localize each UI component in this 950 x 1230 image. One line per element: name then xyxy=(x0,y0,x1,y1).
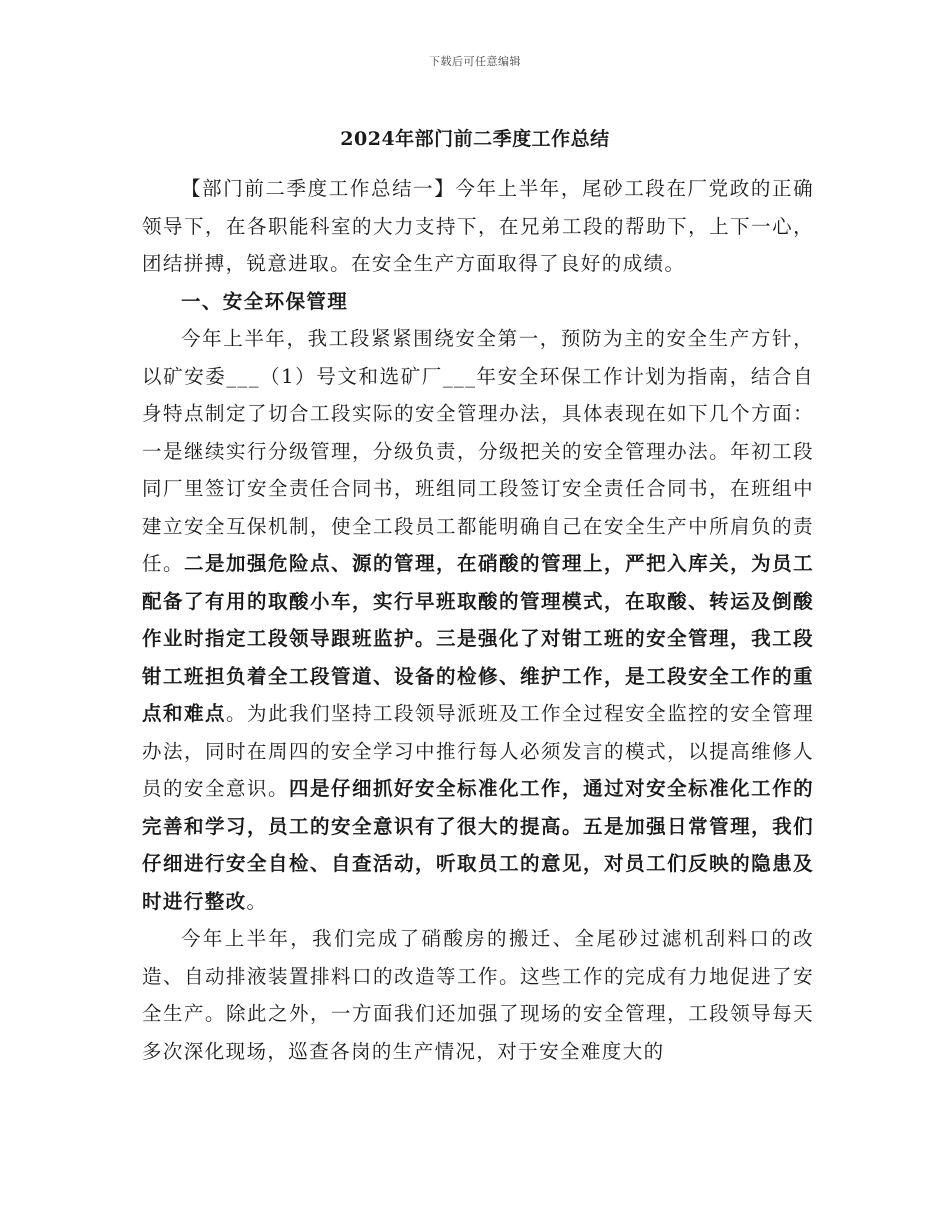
document-body xyxy=(142,170,814,1070)
achievements-paragraph: 今年上半年，我们完成了硝酸房的搬迁、全尾砂过滤机刮料口的改造、自动排液装置排料口的改造等工作。这些工作的完成有力地促进了安全生产。除此之外，一方面我们还加强了现场的安全管理，工段领导每天多次深化现场，巡查各岗的生产情况，对于安全难度大的 xyxy=(142,927,814,1063)
section-heading-safety: 一、安全环保管理 xyxy=(181,289,349,313)
intro-paragraph: 【部门前二季度工作总结一】今年上半年，尾砂工段在厂党政的正确领导下，在各职能科室的大力支持下，在兄弟工段的帮助下，上下一心，团结拼搏，锐意进取。在安全生产方面取得了良好的成绩。 xyxy=(142,177,814,275)
safety-management-paragraph xyxy=(142,320,814,920)
paragraph-run: 。 xyxy=(246,889,268,913)
paragraph-bold-run: 四是仔细抓好安全标准化工作，通过对安全标准化工作的完善和学习，员工的安全意识有了很大的提高。五是加强日常管理，我们仔细进行安全自检、自查活动，听取员工的意见，对员工们反映的隐患及时进行整改 xyxy=(142,777,814,913)
document-title: 2024年部门前二季度工作总结 xyxy=(340,128,610,150)
paragraph-run: 今年上半年，我工段紧紧围绕安全第一，预防为主的安全生产方针，以矿安委___（1）号文和选矿厂___年安全环保工作计划为指南，结合自身特点制定了切合工段实际的安全管理办法，具体表现在如下几个方面：一是继续实行分级管理，分级负责，分级把关的安全管理办法。年初工段同厂里签订安全责任合同书，班组同工段签订安全责任合同书，在班组中建立安全互保机制，使全工段员工都能明确自己在安全生产中所肩负的责任。 xyxy=(142,327,814,575)
page-header-note: 下载后可任意编辑 xyxy=(429,55,521,68)
paragraph-bold-run: 二是加强危险点、源的管理，在硝酸的管理上，严把入库关，为员工配备了有用的取酸小车，实行早班取酸的管理模式，在取酸、转运及倒酸作业时指定工段领导跟班监护。三是强化了对钳工班的安全管理，我工段钳工班担负着全工段管道、设备的检修、维护工作，是工段安全工作的重点和难点 xyxy=(142,552,814,725)
paragraph-run: 。为此我们坚持工段领导派班及工作全过程安全监控的安全管理办法，同时在周四的安全学习中推行每人必须发言的模式，以提高维修人员的安全意识。 xyxy=(142,702,814,800)
